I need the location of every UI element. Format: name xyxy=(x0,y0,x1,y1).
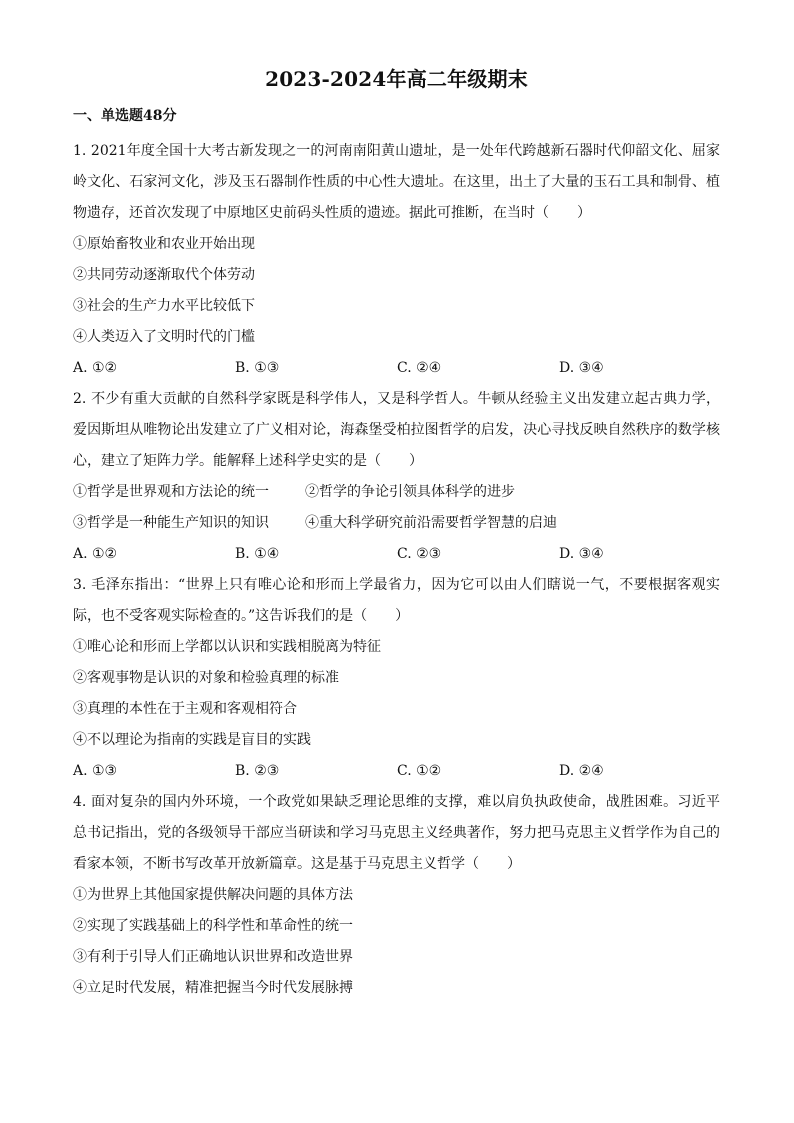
question-4-option-4: ④立足时代发展，精准把握当今时代发展脉搏 xyxy=(73,980,353,996)
question-4-option-3: ③有利于引导人们正确地认识世界和改造世界 xyxy=(73,949,353,965)
question-2-choices xyxy=(73,539,720,570)
question-1-choice-c[interactable]: C. ②④ xyxy=(397,360,442,376)
question-1-choice-a[interactable]: A. ①② xyxy=(73,360,118,376)
page-title: 2023-2024年高二年级期末 xyxy=(265,67,528,91)
question-1-choice-d[interactable]: D. ③④ xyxy=(559,360,604,376)
question-2-choice-a[interactable]: A. ①② xyxy=(73,546,118,562)
question-1-option-2: ②共同劳动逐渐取代个体劳动 xyxy=(73,267,255,283)
question-2-choice-b[interactable]: B. ①④ xyxy=(235,546,280,562)
question-1-choices xyxy=(73,353,720,384)
question-1-option-1: ①原始畜牧业和农业开始出现 xyxy=(73,236,255,252)
question-3-option-2: ②客观事物是认识的对象和检验真理的标准 xyxy=(73,670,339,686)
question-3-option-1: ①唯心论和形而上学都以认识和实践相脱离为特征 xyxy=(73,639,381,655)
question-1-option-3: ③社会的生产力水平比较低下 xyxy=(73,298,255,314)
question-1-stem: 1. 2021年度全国十大考古新发现之一的河南南阳黄山遗址，是一处年代跨越新石器时代仰韶文化、屈家岭文化、石家河文化，涉及玉石器制作性质的中心性大遗址。在这里，出土了大量的玉石工具和制骨、植物遗存，还首次发现了中原地区史前码头性质的遗迹。据此可推断，在当时（ ） xyxy=(73,143,720,221)
question-1 xyxy=(73,136,720,384)
question-3-choices xyxy=(73,756,720,787)
question-3-option-4: ④不以理论为指南的实践是盲目的实践 xyxy=(73,732,311,748)
question-2-option-row-2 xyxy=(73,508,720,539)
question-4-option-2: ②实现了实践基础上的科学性和革命性的统一 xyxy=(73,918,353,934)
section-heading: 一、单选题48分 xyxy=(73,108,177,124)
question-3-choice-b[interactable]: B. ②③ xyxy=(235,763,280,779)
question-3-stem: 3. 毛泽东指出：“世界上只有唯心论和形而上学最省力，因为它可以由人们瞎说一气，不要根据客观实际，也不受客观实际检查的。”这告诉我们的是（ ） xyxy=(73,577,720,624)
question-3-choice-a[interactable]: A. ①③ xyxy=(73,763,118,779)
question-2-option-4: ④重大科学研究前沿需要哲学智慧的启迪 xyxy=(305,515,557,531)
question-3 xyxy=(73,570,720,787)
question-2-option-2: ②哲学的争论引领具体科学的进步 xyxy=(305,484,515,500)
question-2-option-1: ①哲学是世界观和方法论的统一 xyxy=(73,484,269,500)
question-2 xyxy=(73,384,720,570)
question-1-choice-b[interactable]: B. ①③ xyxy=(235,360,280,376)
question-4-stem: 4. 面对复杂的国内外环境，一个政党如果缺乏理论思维的支撑，难以肩负执政使命，战胜困难。习近平总书记指出，党的各级领导干部应当研读和学习马克思主义经典著作，努力把马克思主义哲学作为自己的看家本领，不断书写改革开放新篇章。这是基于马克思主义哲学（ ） xyxy=(73,794,720,872)
question-2-option-3: ③哲学是一种能生产知识的知识 xyxy=(73,515,269,531)
question-3-choice-c[interactable]: C. ①② xyxy=(397,763,442,779)
question-2-option-row-1 xyxy=(73,477,720,508)
question-1-option-4: ④人类迈入了文明时代的门槛 xyxy=(73,329,255,345)
question-4-option-1: ①为世界上其他国家提供解决问题的具体方法 xyxy=(73,887,353,903)
question-2-choice-d[interactable]: D. ③④ xyxy=(559,546,604,562)
question-4 xyxy=(73,787,720,1004)
question-2-choice-c[interactable]: C. ②③ xyxy=(397,546,442,562)
question-3-choice-d[interactable]: D. ②④ xyxy=(559,763,604,779)
question-3-option-3: ③真理的本性在于主观和客观相符合 xyxy=(73,701,297,717)
question-2-stem: 2. 不少有重大贡献的自然科学家既是科学伟人，又是科学哲人。牛顿从经验主义出发建立起古典力学，爱因斯坦从唯物论出发建立了广义相对论，海森堡受柏拉图哲学的启发，决心寻找反映自然秩序的数学核心，建立了矩阵力学。能解释上述科学史实的是（ ） xyxy=(73,391,720,469)
